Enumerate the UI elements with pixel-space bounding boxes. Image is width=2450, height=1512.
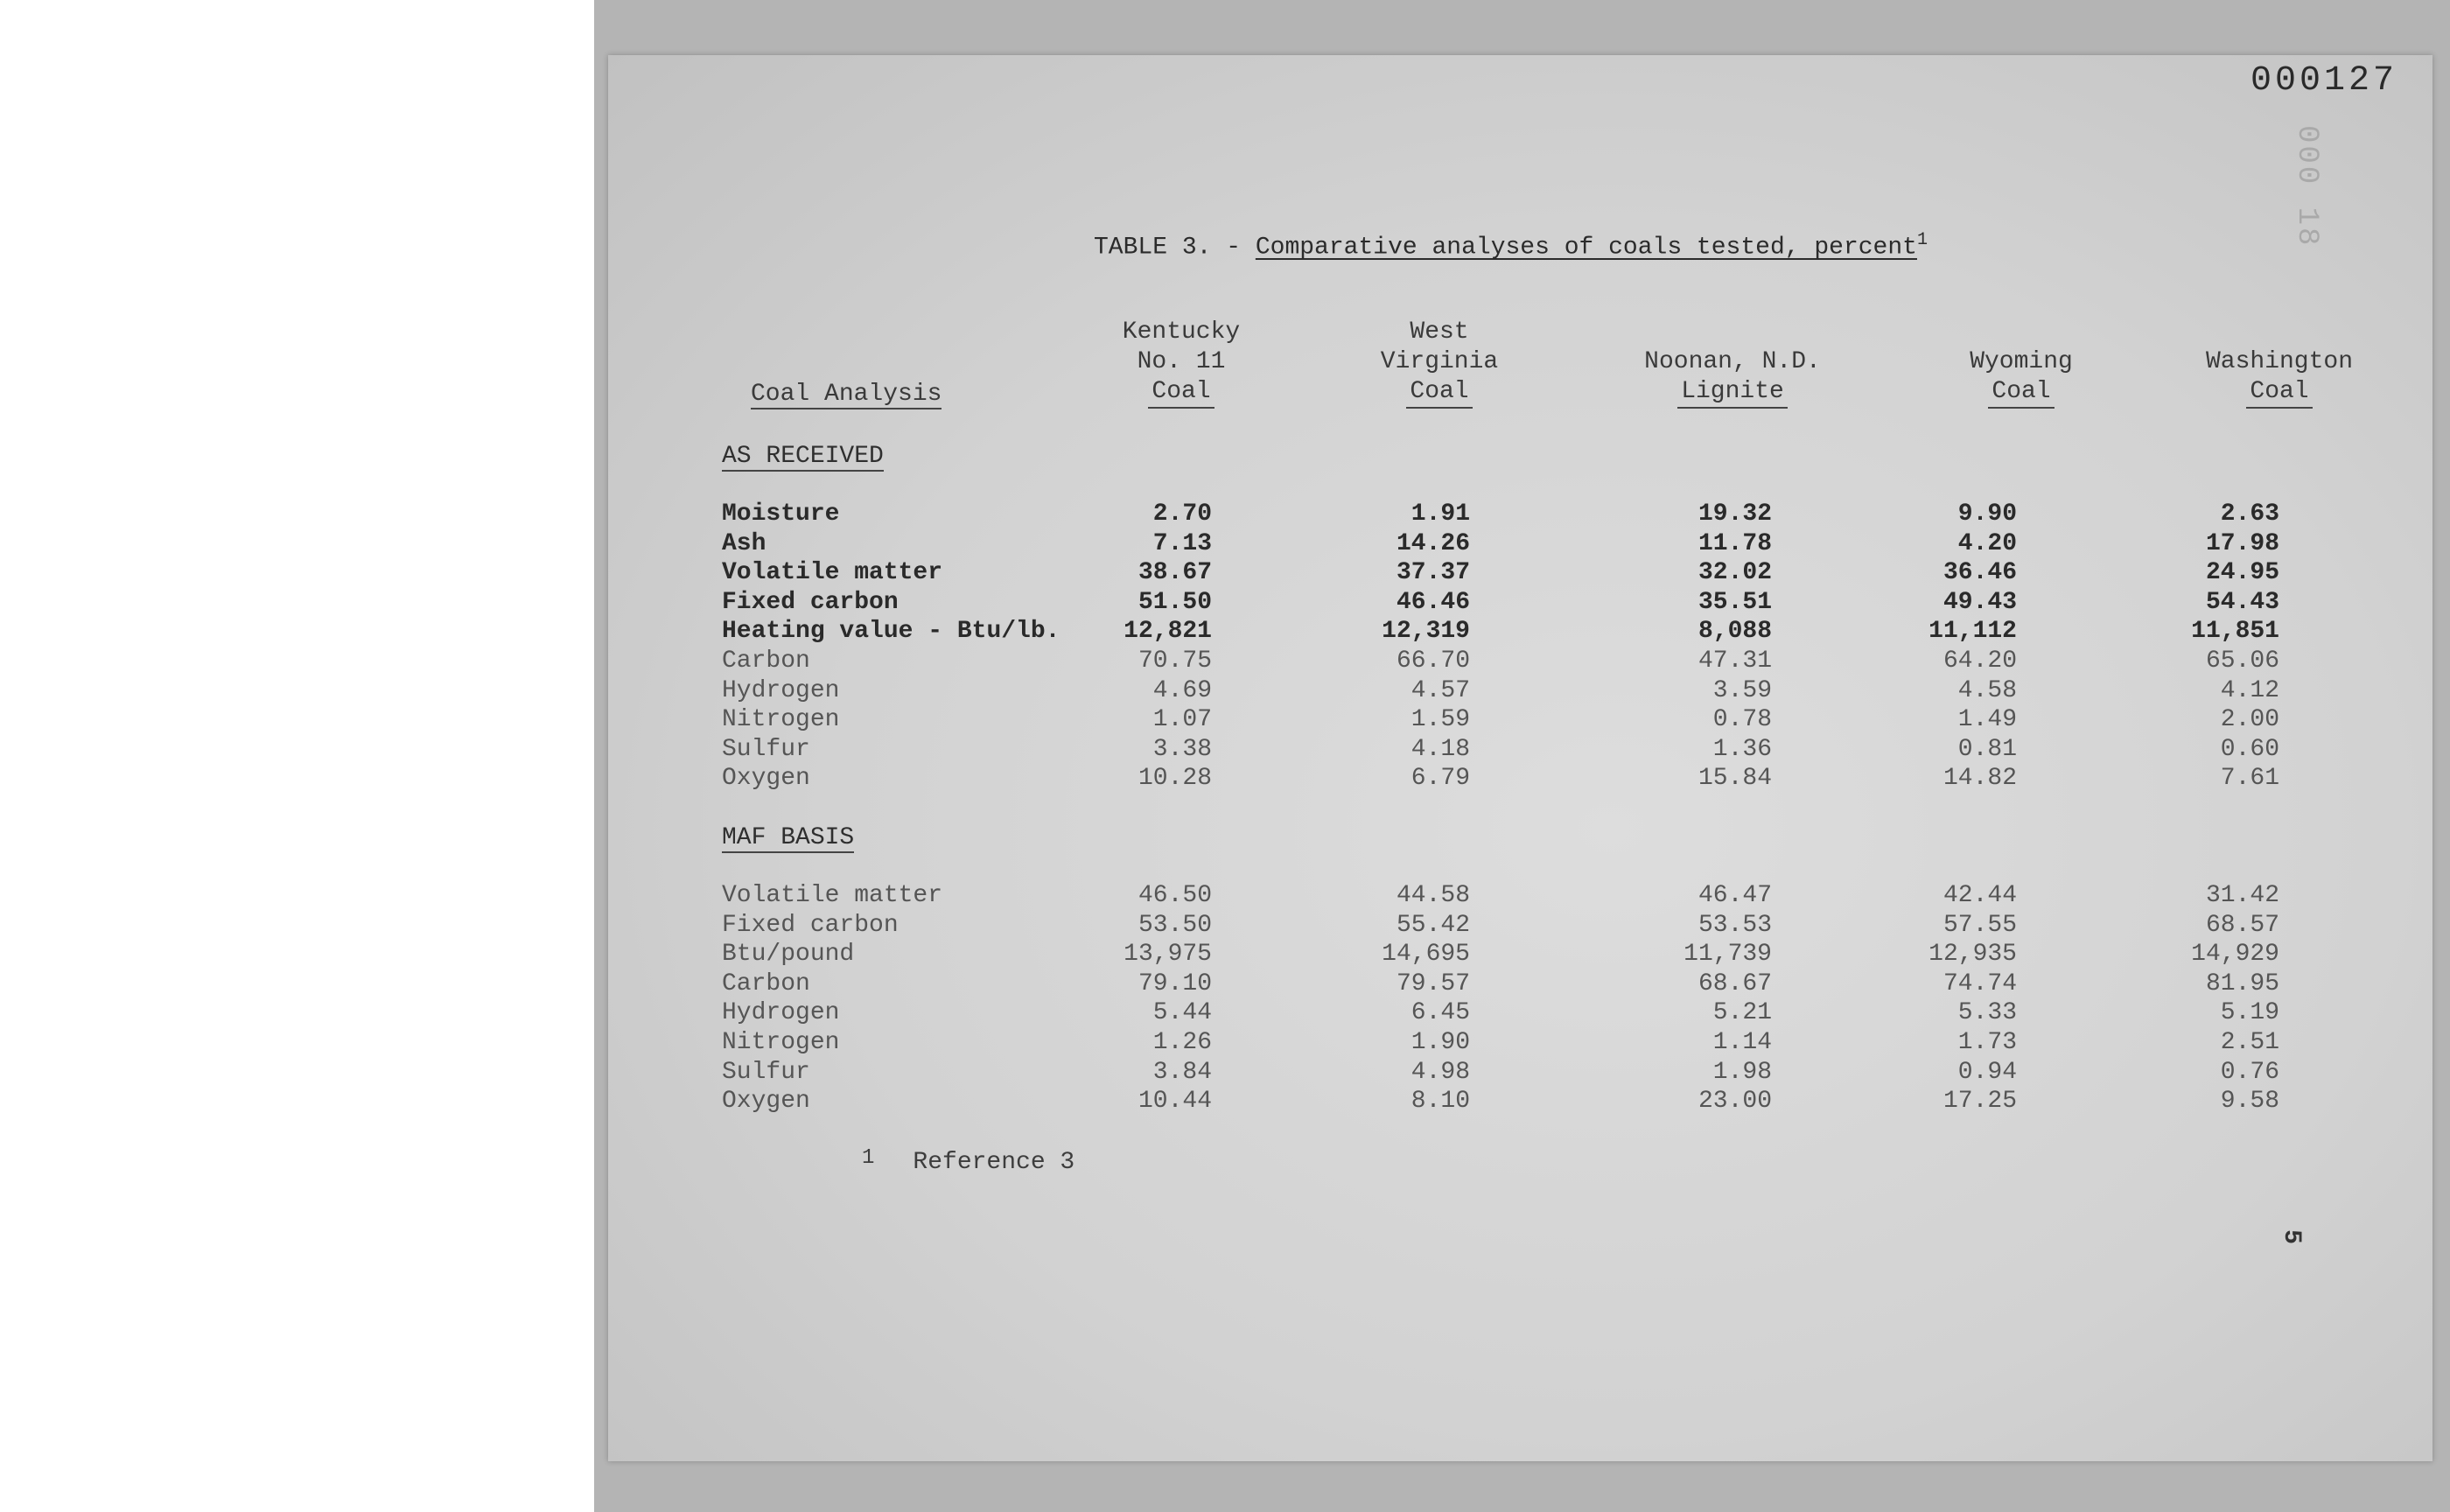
column-header-line: Wyoming — [1970, 348, 2073, 375]
table-cell: 65.06 — [2205, 648, 2279, 675]
row-label: Nitrogen — [722, 706, 840, 734]
table-cell: 12,935 — [1928, 941, 2017, 969]
column-header-last-line: Lignite — [1677, 377, 1788, 409]
table-row — [722, 1088, 2297, 1117]
coal-analysis-header: Coal Analysis — [751, 381, 942, 408]
row-label: Heating value - Btu/lb. — [722, 618, 1060, 646]
table-cell: 2.51 — [2220, 1029, 2279, 1056]
row-label: Volatile matter — [722, 882, 943, 909]
page-number: 5 — [2277, 1229, 2305, 1244]
table-cell: 32.02 — [1698, 559, 1772, 587]
table-cell: 4.12 — [2220, 676, 2279, 704]
table-row — [722, 941, 2297, 970]
table-cell: 14.26 — [1396, 529, 1470, 557]
table-cell: 1.14 — [1712, 1029, 1772, 1056]
row-label: Btu/pound — [722, 941, 855, 969]
table-cell: 24.95 — [2205, 559, 2279, 587]
table-cell: 1.59 — [1410, 706, 1470, 734]
table-cell: 0.94 — [1957, 1058, 2017, 1086]
table-cell: 79.10 — [1138, 970, 1212, 998]
table-cell: 19.32 — [1698, 500, 1772, 528]
row-label: Fixed carbon — [722, 911, 899, 939]
table-cell: 5.21 — [1712, 999, 1772, 1027]
table-cell: 64.20 — [1942, 648, 2017, 675]
table-row — [722, 677, 2297, 707]
footnote-text: Reference 3 — [913, 1149, 1075, 1176]
section-title: AS RECEIVED — [722, 443, 884, 470]
table-cell: 17.25 — [1942, 1088, 2017, 1116]
table-row — [722, 500, 2297, 530]
table-row — [722, 765, 2297, 794]
column-header-line: Noonan, N.D. — [1644, 348, 1821, 375]
table-cell: 8,088 — [1698, 618, 1772, 646]
table-cell: 53.53 — [1698, 911, 1772, 939]
table-cell: 1.90 — [1410, 1029, 1470, 1056]
table-title-prefix: TABLE 3. - — [1094, 234, 1256, 262]
table-cell: 1.91 — [1410, 500, 1470, 528]
table-row — [722, 559, 2297, 589]
table-cell: 3.59 — [1712, 676, 1772, 704]
table-cell: 1.07 — [1152, 706, 1212, 734]
table-row — [722, 1059, 2297, 1088]
table-cell: 7.61 — [2220, 765, 2279, 793]
table-cell: 38.67 — [1138, 559, 1212, 587]
table-cell: 3.38 — [1152, 735, 1212, 763]
table-cell: 17.98 — [2205, 529, 2279, 557]
table-cell: 14,929 — [2191, 941, 2279, 969]
table-cell: 5.33 — [1957, 999, 2017, 1027]
column-header — [1308, 318, 1571, 409]
row-label: Ash — [722, 529, 766, 557]
row-label: Hydrogen — [722, 676, 840, 704]
table-row — [722, 882, 2297, 912]
table-row — [722, 912, 2297, 942]
table-cell: 4.20 — [1957, 529, 2017, 557]
table-cell: 46.46 — [1396, 588, 1470, 616]
column-header — [1601, 347, 1864, 409]
section-title: MAF BASIS — [722, 824, 855, 851]
table-cell: 2.63 — [2220, 500, 2279, 528]
table-cell: 0.78 — [1712, 706, 1772, 734]
table-cell: 36.46 — [1942, 559, 2017, 587]
table-cell: 2.00 — [2220, 706, 2279, 734]
table-cell: 10.28 — [1138, 765, 1212, 793]
table-cell: 70.75 — [1138, 648, 1212, 675]
table-cell: 11,112 — [1928, 618, 2017, 646]
table-cell: 8.10 — [1410, 1088, 1470, 1116]
table-row — [722, 1029, 2297, 1059]
table-row — [722, 589, 2297, 619]
row-label: Volatile matter — [722, 559, 943, 587]
table-cell: 55.42 — [1396, 911, 1470, 939]
column-header-last-line: Coal — [2246, 377, 2312, 409]
table-cell: 15.84 — [1698, 765, 1772, 793]
table-cell: 2.70 — [1152, 500, 1212, 528]
table-cell: 4.57 — [1410, 676, 1470, 704]
table-cell: 68.57 — [2205, 911, 2279, 939]
table-cell: 79.57 — [1396, 970, 1470, 998]
table-cell: 74.74 — [1942, 970, 2017, 998]
table-cell: 0.81 — [1957, 735, 2017, 763]
table-row — [722, 736, 2297, 766]
table-cell: 66.70 — [1396, 648, 1470, 675]
table-cell: 54.43 — [2205, 588, 2279, 616]
column-header — [2148, 347, 2411, 409]
table-cell: 1.26 — [1152, 1029, 1212, 1056]
footnote-marker: 1 — [862, 1146, 875, 1170]
document-number: 000127 — [2250, 61, 2398, 101]
table-cell: 11.78 — [1698, 529, 1772, 557]
table-cell: 10.44 — [1138, 1088, 1212, 1116]
table-cell: 47.31 — [1698, 648, 1772, 675]
table-cell: 6.45 — [1410, 999, 1470, 1027]
column-header-last-line: Coal — [1988, 377, 2054, 409]
table-cell: 44.58 — [1396, 882, 1470, 909]
table-cell: 1.49 — [1957, 706, 2017, 734]
table-cell: 37.37 — [1396, 559, 1470, 587]
table-cell: 35.51 — [1698, 588, 1772, 616]
table-cell: 53.50 — [1138, 911, 1212, 939]
column-header — [1050, 318, 1312, 409]
column-header-line: Kentucky — [1122, 318, 1241, 346]
faint-stamp: 000 18 — [2290, 125, 2323, 248]
row-label: Sulfur — [722, 735, 810, 763]
table-cell: 12,821 — [1124, 618, 1212, 646]
table-cell: 9.58 — [2220, 1088, 2279, 1116]
column-header-last-line: Coal — [1148, 377, 1214, 409]
table-cell: 11,851 — [2191, 618, 2279, 646]
column-header-line: No. 11 — [1137, 348, 1226, 375]
table-cell: 1.73 — [1957, 1029, 2017, 1056]
table-cell: 5.19 — [2220, 999, 2279, 1027]
table-row — [722, 706, 2297, 736]
table-cell: 14.82 — [1942, 765, 2017, 793]
table-cell: 13,975 — [1124, 941, 1212, 969]
table-row — [722, 618, 2297, 648]
table-cell: 5.44 — [1152, 999, 1212, 1027]
row-label: Sulfur — [722, 1058, 810, 1086]
table-cell: 23.00 — [1698, 1088, 1772, 1116]
table-row — [722, 530, 2297, 560]
column-header-last-line: Coal — [1406, 377, 1472, 409]
table-cell: 11,739 — [1684, 941, 1772, 969]
table-cell: 12,319 — [1382, 618, 1470, 646]
row-label: Hydrogen — [722, 999, 840, 1027]
table-cell: 4.58 — [1957, 676, 2017, 704]
column-header-line: Washington — [2205, 348, 2354, 375]
table-cell: 51.50 — [1138, 588, 1212, 616]
table-cell: 46.50 — [1138, 882, 1212, 909]
table-cell: 9.90 — [1957, 500, 2017, 528]
table-cell: 0.60 — [2220, 735, 2279, 763]
row-label: Nitrogen — [722, 1029, 840, 1056]
table-cell: 57.55 — [1942, 911, 2017, 939]
table-cell: 31.42 — [2205, 882, 2279, 909]
column-header-line: West — [1410, 318, 1469, 346]
table-cell: 49.43 — [1942, 588, 2017, 616]
row-label: Fixed carbon — [722, 588, 899, 616]
table-cell: 4.98 — [1410, 1058, 1470, 1086]
table-cell: 3.84 — [1152, 1058, 1212, 1086]
table-cell: 14,695 — [1382, 941, 1470, 969]
column-header-line: Virginia — [1380, 348, 1499, 375]
table-title-text: Comparative analyses of coals tested, percent — [1255, 234, 1917, 262]
table-cell: 4.18 — [1410, 735, 1470, 763]
table-cell: 0.76 — [2220, 1058, 2279, 1086]
document-page — [608, 55, 2432, 1461]
table-cell: 4.69 — [1152, 676, 1212, 704]
table-cell: 81.95 — [2205, 970, 2279, 998]
row-label: Oxygen — [722, 1088, 810, 1116]
table-cell: 42.44 — [1942, 882, 2017, 909]
row-label: Oxygen — [722, 765, 810, 793]
table-cell: 6.79 — [1410, 765, 1470, 793]
table-cell: 46.47 — [1698, 882, 1772, 909]
title-footnote-marker: 1 — [1916, 230, 1928, 250]
row-label: Carbon — [722, 970, 810, 998]
table-row — [722, 999, 2297, 1029]
row-label: Moisture — [722, 500, 840, 528]
table-cell: 1.98 — [1712, 1058, 1772, 1086]
table-title — [1094, 230, 1928, 261]
row-label: Carbon — [722, 648, 810, 675]
footnote — [862, 1146, 1075, 1176]
table-cell: 7.13 — [1152, 529, 1212, 557]
table-row — [722, 970, 2297, 1000]
table-cell: 68.67 — [1698, 970, 1772, 998]
table-cell: 1.36 — [1712, 735, 1772, 763]
table-row — [722, 648, 2297, 677]
column-header — [1890, 347, 2152, 409]
